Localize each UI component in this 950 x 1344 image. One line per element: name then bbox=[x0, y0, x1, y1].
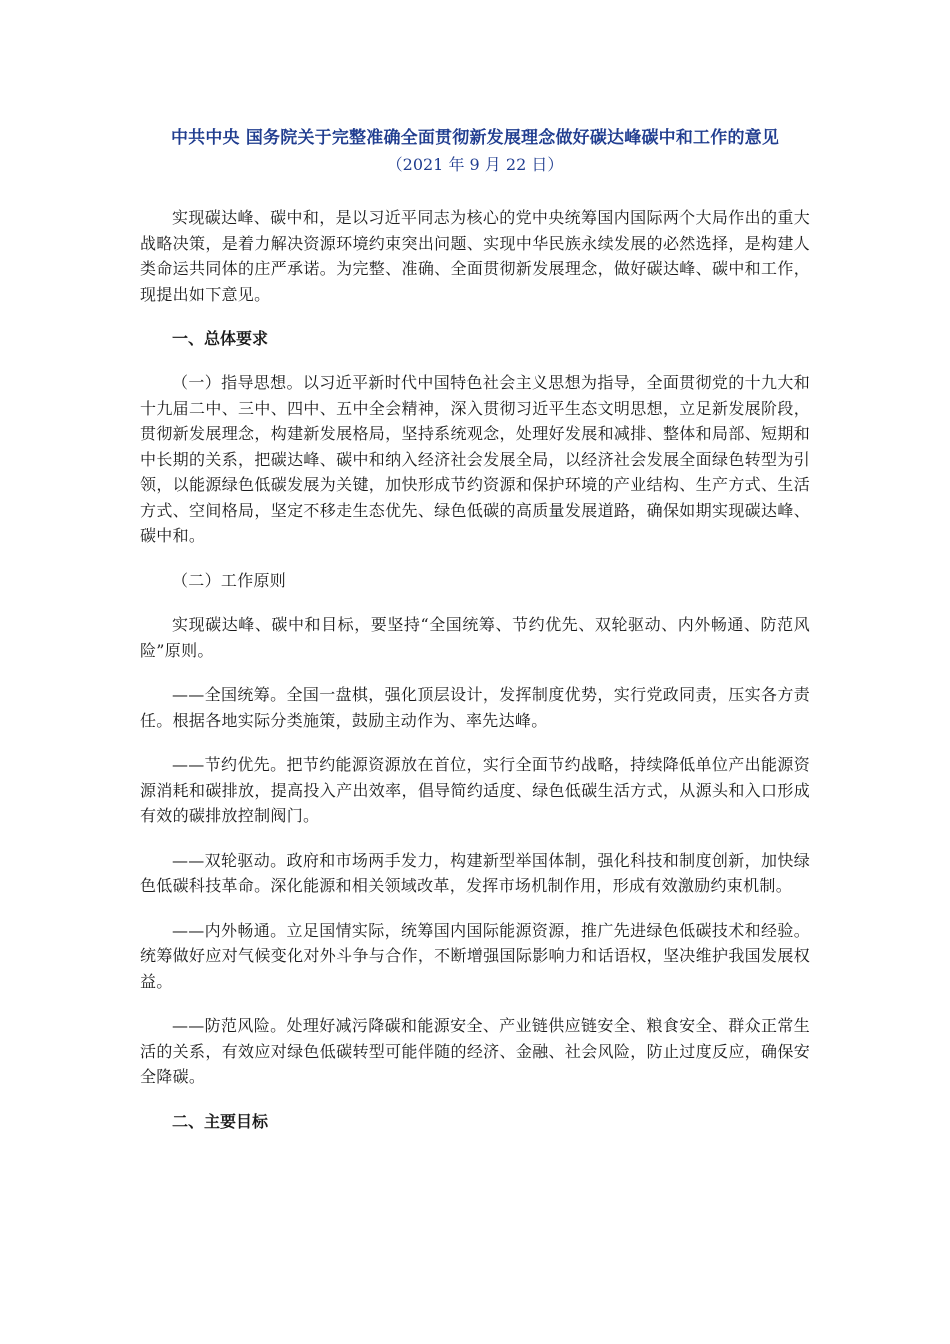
intro-paragraph: 实现碳达峰、碳中和，是以习近平同志为核心的党中央统筹国内国际两个大局作出的重大战略决策，是着力解决资源环境约束突出问题、实现中华民族永续发展的必然选择，是构建人类命运共同体的庄严承诺。为完整、准确、全面贯彻新发展理念，做好碳达峰、碳中和工作，现提出如下意见。 bbox=[140, 208, 810, 304]
section-heading-main-targets: 二、主要目标 bbox=[172, 1111, 269, 1131]
principle-domestic-international: ——内外畅通。立足国情实际，统筹国内国际能源资源，推广先进绿色低碳技术和经验。统筹做好应对气候变化对外斗争与合作，不断增强国际影响力和话语权，坚决维护我国发展权益。 bbox=[140, 920, 810, 991]
document-date: （2021 年 9 月 22 日） bbox=[386, 155, 564, 174]
principle-national-coordination: ——全国统筹。全国一盘棋，强化顶层设计，发挥制度优势，实行党政同责，压实各方责任。根据各地实际分类施策，鼓励主动作为、率先达峰。 bbox=[140, 685, 810, 730]
principle-conservation-first: ——节约优先。把节约能源资源放在首位，实行全面节约战略，持续降低单位产出能源资源消耗和碳排放，提高投入产出效率，倡导简约适度、绿色低碳生活方式，从源头和入口形成有效的碳排放控制阀门。 bbox=[140, 755, 810, 825]
principles-intro-paragraph: 实现碳达峰、碳中和目标，要坚持“全国统筹、节约优先、双轮驱动、内外畅通、防范风险”原则。 bbox=[140, 615, 810, 660]
section-heading-overall-requirements: 一、总体要求 bbox=[172, 329, 269, 348]
document-page bbox=[140, 126, 810, 1134]
principle-dual-drive: ——双轮驱动。政府和市场两手发力，构建新型举国体制，强化科技和制度创新，加快绿色低碳科技革命。深化能源和相关领域改革，发挥市场机制作用，形成有效激励约束机制。 bbox=[140, 850, 810, 895]
principles-heading: （二）工作原则 bbox=[172, 570, 287, 590]
guiding-thought-paragraph: （一）指导思想。以习近平新时代中国特色社会主义思想为指导，全面贯彻党的十九大和十九届二中、三中、四中、五中全会精神，深入贯彻习近平生态文明思想，立足新发展阶段，贯彻新发展理念，构建新发展格局，坚持系统观念，处理好发展和减排、整体和局部、短期和中长期的关系，把碳达峰、碳中和纳入经济社会发展全局，以经济社会发展全面绿色转型为引领，以能源绿色低碳发展为关键，加快形成节约资源和保护环境的产业结构、生产方式、生活方式、空间格局，坚定不移走生态优先、绿色低碳的高质量发展道路，确保如期实现碳达峰、碳中和。 bbox=[140, 373, 810, 545]
principle-risk-prevention: ——防范风险。处理好减污降碳和能源安全、产业链供应链安全、粮食安全、群众正常生活的关系，有效应对绿色低碳转型可能伴随的经济、金融、社会风险，防止过度反应，确保安全降碳。 bbox=[140, 1016, 810, 1086]
document-title: 中共中央 国务院关于完整准确全面贯彻新发展理念做好碳达峰碳中和工作的意见 bbox=[170, 128, 780, 148]
